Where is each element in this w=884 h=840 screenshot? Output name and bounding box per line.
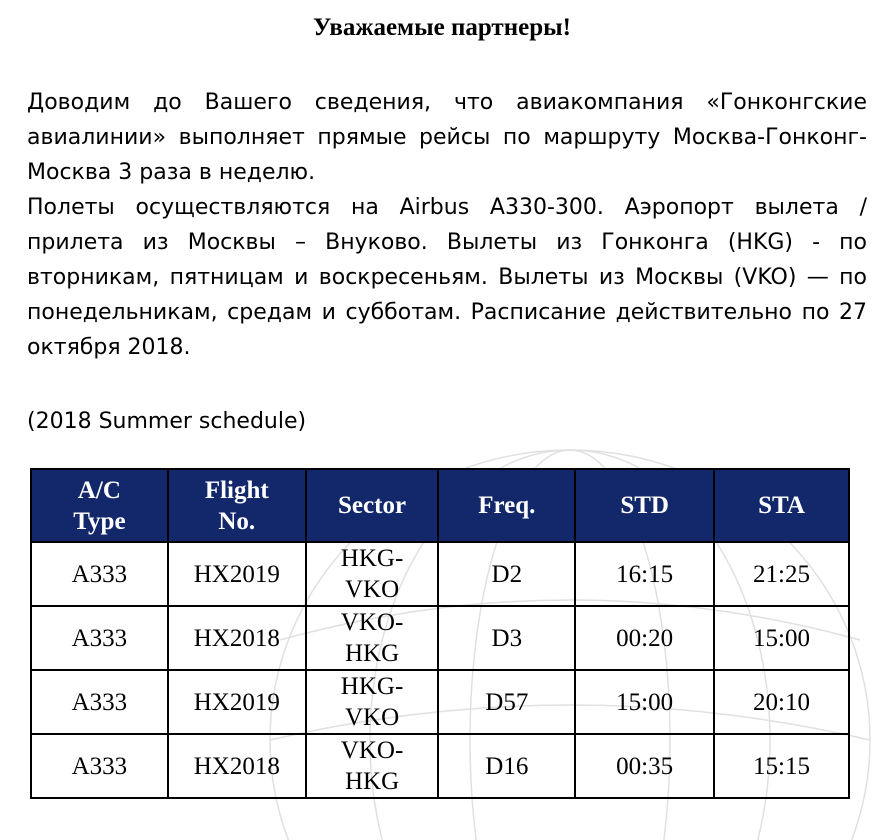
schedule-note: (2018 Summer schedule) [27,409,307,434]
announcement-text [27,85,867,365]
cell-sta: 15:15 [714,734,849,798]
cell-flight-no: HX2018 [168,606,306,670]
schedule-table [30,468,850,799]
cell-sta: 21:25 [714,542,849,606]
cell-ac-type: A333 [31,734,168,798]
cell-flight-no: HX2019 [168,542,306,606]
cell-sector: HKG- VKO [306,542,439,606]
cell-std: 15:00 [575,670,714,734]
cell-ac-type: A333 [31,542,168,606]
header-freq: Freq. [438,469,575,542]
cell-ac-type: A333 [31,670,168,734]
cell-freq: D2 [438,542,575,606]
cell-freq: D16 [438,734,575,798]
paragraph-2: Полеты осуществляются на Airbus A330-300. Аэропорт вылета /прилета из Москвы – Внуково. Вылеты из Гонконга (HKG) - по вторникам, пятницам и воскресеньям. Вылеты из Москвы (VKO) — по понедельникам, средам и субботам. Расписание действительно по 27 октября 2018. [27,195,867,360]
page-title: Уважаемые партнеры! [313,14,571,41]
cell-sector: VKO- HKG [306,734,439,798]
header-std: STD [575,469,714,542]
table-header-row [31,469,849,542]
cell-ac-type: A333 [31,606,168,670]
table-row [31,670,849,734]
cell-std: 00:35 [575,734,714,798]
cell-sector: HKG- VKO [306,670,439,734]
table-row [31,734,849,798]
cell-std: 00:20 [575,606,714,670]
cell-freq: D3 [438,606,575,670]
header-ac-type: A/C Type [31,469,168,542]
header-flight-no: Flight No. [168,469,306,542]
header-sta: STA [714,469,849,542]
header-sector: Sector [306,469,439,542]
table-row [31,542,849,606]
cell-std: 16:15 [575,542,714,606]
cell-sta: 20:10 [714,670,849,734]
cell-sta: 15:00 [714,606,849,670]
cell-flight-no: HX2018 [168,734,306,798]
cell-freq: D57 [438,670,575,734]
paragraph-1: Доводим до Вашего сведения, что авиакомпания «Гонконгские авиалинии» выполняет прямые рейсы по маршруту Москва-Гонконг-Москва 3 раза в неделю. [27,90,867,185]
cell-sector: VKO- HKG [306,606,439,670]
table-row [31,606,849,670]
cell-flight-no: HX2019 [168,670,306,734]
